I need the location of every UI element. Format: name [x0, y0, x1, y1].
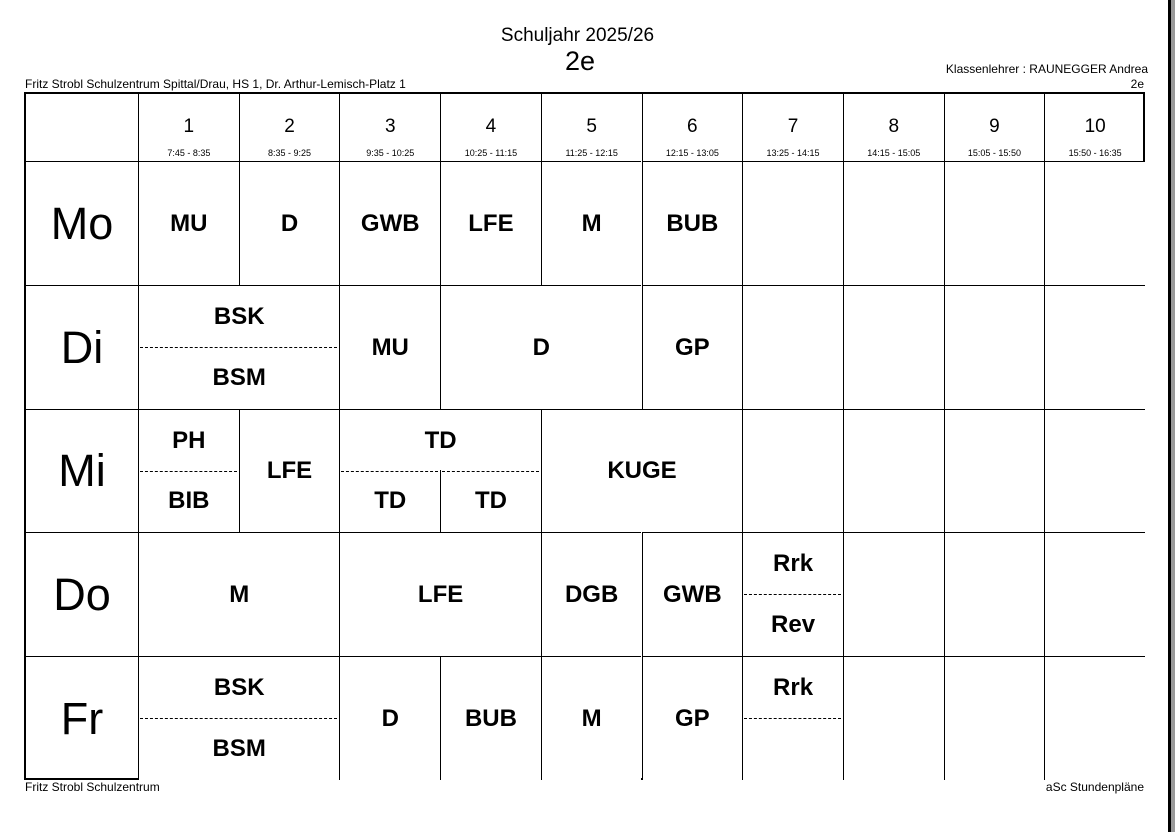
footer-software: aSc Stundenpläne [1045, 780, 1144, 794]
empty-slot [944, 161, 1045, 285]
split-divider [140, 471, 237, 472]
day-name: Fr [60, 693, 104, 745]
day-name: Mi [58, 445, 106, 497]
lesson-rrk[interactable] [742, 656, 843, 718]
lesson-subject: BSM [212, 735, 266, 763]
period-number: 2 [284, 116, 295, 137]
lesson-mu[interactable] [339, 285, 440, 409]
timetable-grid [24, 92, 1145, 780]
lesson-subject: Rrk [773, 550, 814, 578]
lesson-bsk[interactable] [138, 285, 339, 347]
lesson-bub[interactable] [440, 656, 541, 780]
day-label-do [26, 532, 138, 656]
lesson-gwb[interactable] [642, 532, 743, 656]
lesson-subject: PH [172, 426, 206, 454]
lesson-blank[interactable] [742, 718, 843, 780]
lesson-subject: D [532, 333, 550, 361]
period-header-4 [440, 94, 541, 161]
split-divider [341, 471, 438, 472]
lesson-td[interactable] [339, 409, 540, 471]
lesson-bsm[interactable] [138, 718, 339, 780]
period-time: 13:25 - 14:15 [766, 148, 820, 158]
lesson-subject: GWB [360, 209, 420, 237]
lesson-subject: BUB [464, 705, 517, 733]
day-label-di [26, 285, 138, 409]
lesson-subject: D [280, 209, 299, 237]
school-year-title: Schuljahr 2025/26 [500, 25, 655, 46]
period-time: 14:15 - 15:05 [867, 148, 921, 158]
page-shadow [1171, 0, 1175, 832]
class-teacher: Klassenlehrer : RAUNEGGER Andrea [945, 62, 1148, 76]
lesson-bsm[interactable] [138, 347, 339, 409]
lesson-subject: M [229, 581, 250, 609]
lesson-gp[interactable] [642, 285, 743, 409]
empty-slot [843, 285, 944, 409]
period-number: 8 [888, 116, 900, 137]
split-divider [140, 347, 337, 348]
footer-school: Fritz Strobl Schulzentrum [25, 780, 160, 794]
empty-slot [843, 656, 944, 780]
period-time: 11:25 - 12:15 [565, 148, 618, 158]
lesson-lfe[interactable] [339, 532, 540, 656]
lesson-subject: BUB [666, 209, 719, 237]
empty-slot [742, 409, 843, 533]
empty-slot [944, 656, 1045, 780]
period-time: 10:25 - 11:15 [464, 148, 518, 158]
lesson-subject: LFE [468, 209, 514, 237]
period-number: 3 [384, 116, 396, 137]
lesson-bib[interactable] [138, 471, 239, 533]
day-name: Di [60, 321, 104, 373]
period-time: 15:05 - 15:50 [967, 148, 1021, 158]
period-header-3 [339, 94, 440, 161]
period-header-6 [642, 94, 743, 161]
empty-slot [1044, 285, 1145, 409]
lesson-subject: BSK [213, 302, 265, 330]
lesson-m[interactable] [541, 161, 642, 285]
lesson-subject: M [581, 209, 602, 237]
day-label-fr [26, 656, 138, 780]
period-number: 1 [183, 116, 195, 137]
lesson-subject: TD [424, 426, 457, 454]
lesson-subject: LFE [266, 457, 313, 485]
lesson-subject: MU [170, 209, 208, 237]
day-name: Mo [50, 197, 114, 249]
lesson-td[interactable] [339, 471, 440, 533]
lesson-d[interactable] [440, 285, 641, 409]
lesson-subject: Rrk [773, 674, 814, 702]
lesson-d[interactable] [239, 161, 340, 285]
empty-slot [1044, 409, 1145, 533]
lesson-subject: MU [371, 333, 409, 361]
lesson-gp[interactable] [642, 656, 743, 780]
lesson-td[interactable] [440, 471, 541, 533]
period-header-8 [843, 94, 944, 161]
lesson-bsk[interactable] [138, 656, 339, 718]
lesson-bub[interactable] [642, 161, 743, 285]
day-label-mi [26, 409, 138, 533]
lesson-lfe[interactable] [239, 409, 340, 533]
lesson-mu[interactable] [138, 161, 239, 285]
lesson-subject: BSM [212, 363, 266, 391]
lesson-kuge[interactable] [541, 409, 742, 533]
lesson-gwb[interactable] [339, 161, 440, 285]
empty-slot [1044, 656, 1145, 780]
lesson-m[interactable] [541, 656, 642, 780]
lesson-subject: TD [374, 487, 407, 515]
period-header-9 [944, 94, 1045, 161]
empty-slot [944, 532, 1045, 656]
period-header-10 [1044, 94, 1145, 161]
lesson-subject: TD [474, 487, 507, 515]
period-header-2 [239, 94, 340, 161]
lesson-rev[interactable] [742, 594, 843, 656]
period-header-7 [742, 94, 843, 161]
period-header-5 [541, 94, 642, 161]
empty-slot [843, 161, 944, 285]
period-time: 8:35 - 9:25 [268, 148, 312, 158]
split-divider [442, 471, 539, 472]
lesson-subject: DGB [564, 581, 619, 609]
school-address: Fritz Strobl Schulzentrum Spittal/Drau, HS 1, Dr. Arthur-Lemisch-Platz 1 [25, 77, 406, 91]
day-label-mo [26, 161, 138, 285]
lesson-dgb[interactable] [541, 532, 642, 656]
lesson-ph[interactable] [138, 409, 239, 471]
lesson-subject: Rev [771, 611, 816, 639]
period-time: 15:50 - 16:35 [1068, 148, 1122, 158]
lesson-subject: GP [675, 705, 710, 733]
empty-slot [843, 409, 944, 533]
empty-slot [1044, 161, 1145, 285]
empty-slot [742, 285, 843, 409]
empty-slot [944, 285, 1045, 409]
class-short: 2e [1130, 77, 1144, 91]
empty-slot [843, 532, 944, 656]
lesson-rrk[interactable] [742, 532, 843, 594]
period-time: 7:45 - 8:35 [167, 148, 211, 158]
lesson-subject: BIB [168, 487, 210, 515]
period-header-1 [138, 94, 239, 161]
period-number: 6 [687, 116, 698, 137]
lesson-subject: GWB [663, 581, 722, 609]
period-number: 7 [787, 116, 799, 137]
lesson-m[interactable] [138, 532, 339, 656]
period-number: 9 [989, 116, 1000, 137]
empty-slot [944, 409, 1045, 533]
lesson-subject: M [581, 705, 602, 733]
period-number: 4 [485, 116, 497, 137]
split-divider [744, 594, 841, 595]
period-time: 12:15 - 13:05 [665, 148, 719, 158]
class-title: 2e [564, 46, 596, 76]
lesson-subject: BSK [213, 674, 265, 702]
day-name: Do [53, 569, 111, 621]
lesson-subject: LFE [417, 581, 464, 609]
split-divider [140, 718, 337, 719]
empty-slot [1044, 532, 1145, 656]
lesson-subject: GP [675, 333, 710, 361]
lesson-subject: KUGE [607, 457, 677, 485]
period-time: 9:35 - 10:25 [366, 148, 415, 158]
lesson-d[interactable] [339, 656, 440, 780]
split-divider [744, 718, 841, 719]
lesson-lfe[interactable] [440, 161, 541, 285]
period-number: 5 [586, 116, 597, 137]
lesson-subject: D [381, 705, 399, 733]
period-number: 10 [1084, 116, 1106, 137]
empty-slot [742, 161, 843, 285]
